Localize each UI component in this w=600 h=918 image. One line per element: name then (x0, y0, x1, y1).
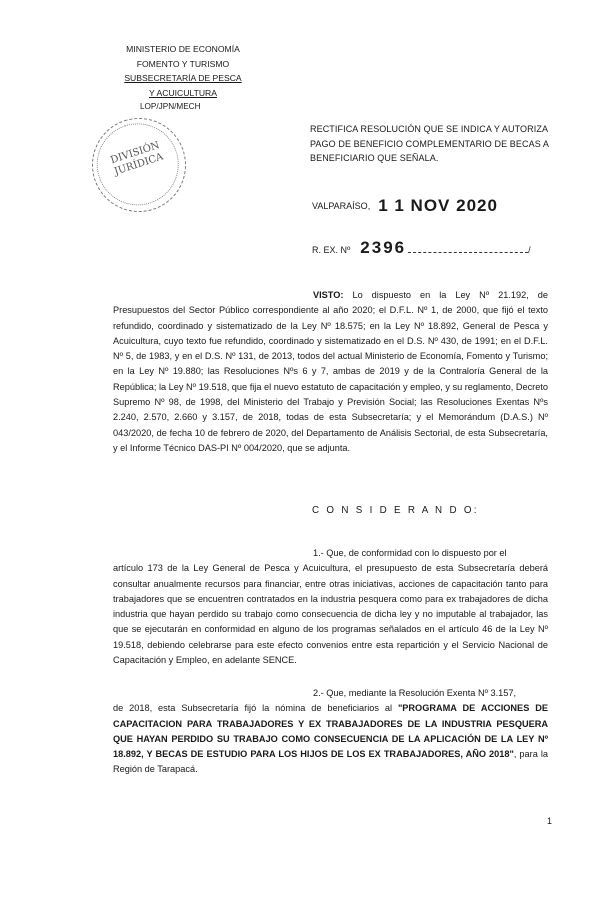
item-2-program: "PROGRAMA DE ACCIONES DE CAPACITACION PARA TRABAJADORES Y EX TRABAJADORES DE LA INDUSTRIA PESQUERA QUE HAYAN PERDIDO SU TRABAJO COMO CONSECUENCIA DE LA APLICACIÓN DE LA LEY Nº 18.892, Y BECAS DE ESTUDIO PARA LOS HIJOS DE LOS EX TRABAJADORES, AÑO 2018" (113, 703, 548, 760)
considerando-heading: C O N S I D E R A N D O: (312, 505, 479, 516)
item-2-body (113, 701, 548, 777)
ministry-subname: FOMENTO Y TURISMO (136, 58, 230, 69)
item-2-lead: 2.- Que, mediante la Resolución Exenta Nº 3.157, (313, 688, 517, 698)
letterhead (108, 42, 258, 115)
visto-text: Lo dispuesto en la Ley Nº 21.192, de Presupuestos del Sector Público correspondiente al año 2020; el D.F.L. Nº 1, de 2000, que fijó el texto refundido, coordinado y sistematizado de la Ley Nº 18.575; en la Ley Nº 18.892, General de Pesca y Acuicultura, cuyo texto fue refundido, coordinado y sistematizado en el D.S. Nº 430, de 1991; en el D.F.L. Nº 5, de 1983, y en el D.S. Nº 131, de 2013, todos del actual Ministerio de Economía, Fomento y Turismo; en la Ley Nº 19.880; las Resoluciones Nºs 6 y 7, ambas de 2019 y de la Contraloría General de la República; la Ley Nº 19.518, que fija el nuevo estatuto de capacitación y empleo, y su reglamento, Decreto Supremo Nº 98, de 1998, del Ministerio del Trabajo y Previsión Social; las Resoluciones Exentas Nºs 2.240, 2.570, 2.660 y 3.157, de 2018, todas de esta Subsecretaría; y el Memorándum (D.A.S.) Nº 043/2020, de fecha 10 de febrero de 2020, del Departamento de Análisis Sectorial, de esta Subsecretaría, y el Informe Técnico DAS-PI Nº 004/2020, que se adjunta. (113, 290, 548, 453)
item-2-text-b: , para la Región de Tarapacá. (113, 749, 548, 775)
rex-suffix: / (528, 245, 531, 255)
date-line (312, 196, 498, 216)
page-number: 1 (546, 816, 552, 826)
date-city: VALPARAÍSO, (312, 201, 371, 211)
item-1-text: artículo 173 de la Ley General de Pesca y Acuicultura, el presupuesto de esta Subsecretaría deberá consultar anualmente recursos para financiar, entre otras iniciativas, acciones de capacitación tanto para trabajadores que se encuentren contratados en la industria pesquera como para ex trabajadores de dicha industria que hayan perdido su trabajo como consecuencia de dicha ley y no imputable al trabajador, las que se ejecutarán en conformidad en alguno de los programas señalados en el artículo 46 de la Ley Nº 19.518, debiendo celebrarse para este efecto convenios entre esta repartición y el Servicio Nacional de Capacitación y Empleo, en adelante SENCE. (113, 563, 548, 666)
resolution-number-line (312, 238, 531, 258)
initials-reference: LOP/JPN/MECH (140, 102, 201, 111)
subsecretary-subname: Y ACUICULTURA (149, 87, 217, 98)
date-stamp: 1 1 NOV 2020 (378, 196, 498, 215)
visto-lead: VISTO: (313, 290, 344, 300)
rex-underline (408, 252, 528, 253)
item-2-text-a: de 2018, esta Subsecretaría fijó la nómina de beneficiarios al (113, 703, 398, 714)
rex-number: 2396 (360, 238, 407, 257)
rex-label: R. EX. Nº (312, 245, 351, 255)
ministry-name: MINISTERIO DE ECONOMÍA (126, 44, 240, 54)
item-1-lead: 1.- Que, de conformidad con lo dispuesto por el (313, 548, 507, 558)
subsecretary-name: SUBSECRETARÍA DE PESCA (124, 73, 242, 83)
considerando-item-1 (113, 546, 548, 668)
considerando-item-2 (113, 686, 548, 778)
document-title: RECTIFICA RESOLUCIÓN QUE SE INDICA Y AUTORIZA PAGO DE BENEFICIO COMPLEMENTARIO DE BECAS A BENEFICIARIO QUE SEÑALA. (310, 124, 549, 163)
stamp-text: DIVISIÓN JURÍDICA (109, 140, 165, 178)
visto-paragraph (113, 288, 548, 456)
division-stamp (80, 106, 198, 224)
